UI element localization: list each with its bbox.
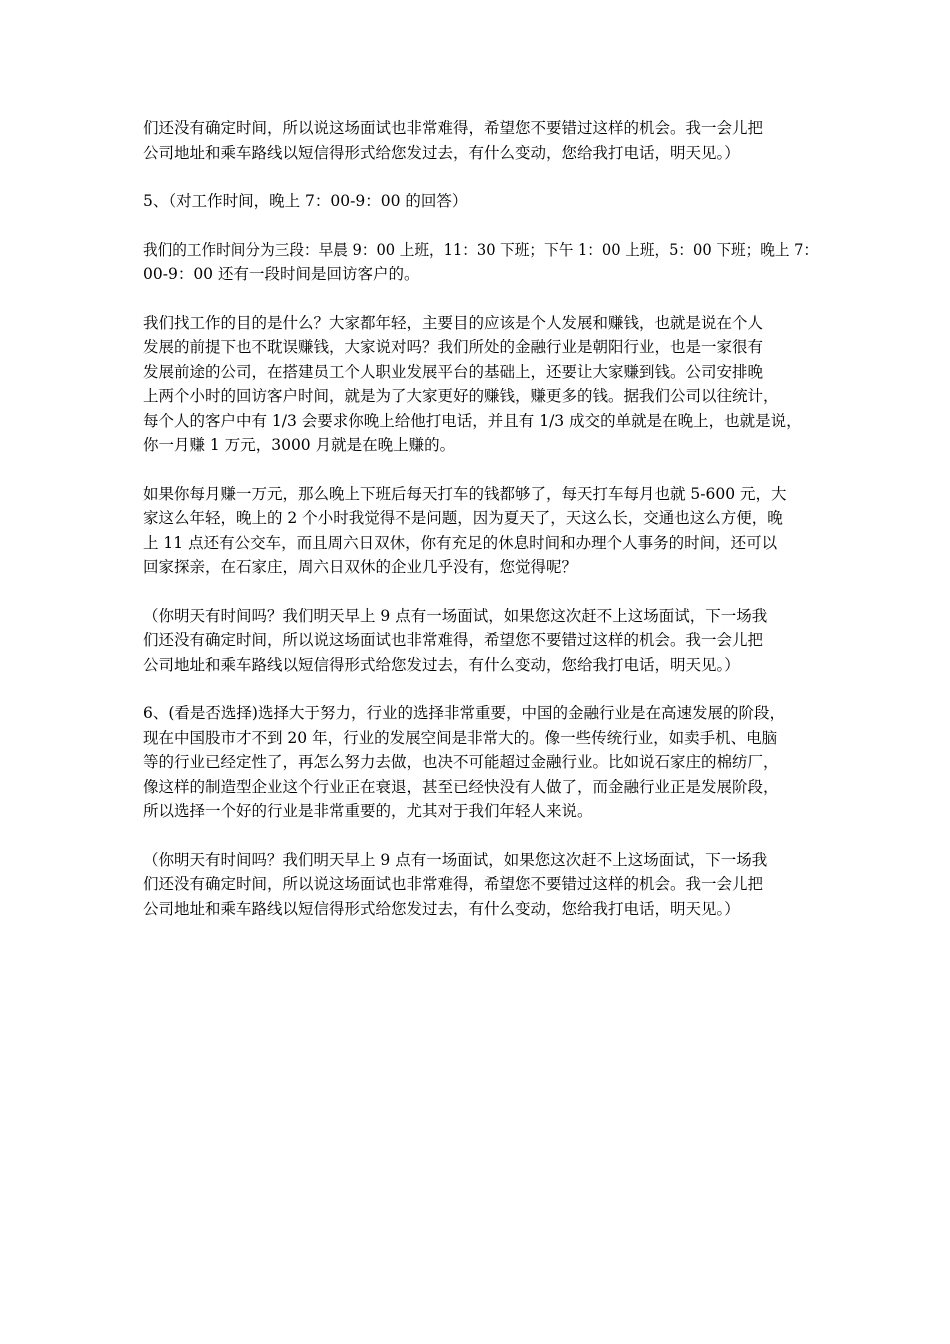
text-line: 5、（对工作时间，晚上 7：00-9：00 的回答） bbox=[143, 192, 468, 210]
text-line: 上 11 点还有公交车，而且周六日双休，你有充足的休息时间和办理个人事务的时间，还可以 bbox=[143, 533, 778, 552]
paragraph-interview-invite bbox=[143, 848, 818, 922]
text-line: 们还没有确定时间，所以说这场面试也非常难得，希望您不要错过这样的机会。我一会儿把 bbox=[143, 875, 764, 893]
text-line: 公司地址和乘车路线以短信得形式给您发过去，有什么变动，您给我打电话，明天见。） bbox=[143, 143, 740, 162]
document-page bbox=[143, 116, 818, 945]
text-line: 所以选择一个好的行业是非常重要的，尤其对于我们年轻人来说。 bbox=[143, 802, 593, 820]
text-line: （你明天有时间吗？我们明天早上 9 点有一场面试，如果您这次赶不上这场面试，下一场我 bbox=[143, 606, 768, 625]
text-line: 6、(看是否选择)选择大于努力，行业的选择非常重要，中国的金融行业是在高速发展的阶段， bbox=[143, 704, 785, 722]
paragraph-section-6 bbox=[143, 701, 818, 824]
text-line: 家这么年轻，晚上的 2 个小时我觉得不是问题，因为夏天了，天这么长，交通也这么方便，晚 bbox=[143, 509, 783, 527]
text-line: 现在中国股市才不到 20 年，行业的发展空间是非常大的。像一些传统行业，如卖手机、电脑 bbox=[143, 728, 778, 747]
text-line: 我们找工作的目的是什么？大家都年轻，主要目的应该是个人发展和赚钱，也就是说在个人 bbox=[143, 313, 764, 332]
text-line: 们还没有确定时间，所以说这场面试也非常难得，希望您不要错过这样的机会。我一会儿把 bbox=[143, 119, 764, 137]
text-line: 等的行业已经定性了，再怎么努力去做，也决不可能超过金融行业。比如说石家庄的棉纺厂， bbox=[143, 753, 779, 771]
text-line: 像这样的制造型企业这个行业正在衰退，甚至已经快没有人做了，而金融行业正是发展阶段， bbox=[143, 777, 779, 796]
text-line: 发展的前提下也不耽误赚钱，大家说对吗？我们所处的金融行业是朝阳行业，也是一家很有 bbox=[143, 338, 764, 356]
paragraph-work-hours bbox=[143, 238, 818, 287]
paragraph-interview-invite bbox=[143, 604, 818, 678]
text-line: 回家探亲，在石家庄，周六日双休的企业几乎没有，您觉得呢？ bbox=[143, 558, 578, 576]
paragraph-continuation bbox=[143, 116, 818, 165]
text-line: 如果你每月赚一万元，那么晚上下班后每天打车的钱都够了，每天打车每月也就 5-600 元，大 bbox=[143, 484, 787, 503]
text-line: 我们的工作时间分为三段：早晨 9：00 上班，11：30 下班；下午 1：00 上班，5：00 下班；晚上 7： bbox=[143, 240, 819, 259]
text-line: 每个人的客户中有 1/3 会要求你晚上给他打电话，并且有 1/3 成交的单就是在晚上，也就是说， bbox=[143, 411, 802, 430]
text-line: 00-9：00 还有一段时间是回访客户的。 bbox=[143, 265, 420, 283]
text-line: 上两个小时的回访客户时间，就是为了大家更好的赚钱，赚更多的钱。据我们公司以往统计， bbox=[143, 387, 779, 405]
text-line: 发展前途的公司，在搭建员工个人职业发展平台的基础上，还要让大家赚到钱。公司安排晚 bbox=[143, 362, 764, 381]
text-line: 你一月赚 1 万元，3000 月就是在晚上赚的。 bbox=[143, 436, 456, 454]
section-heading-5 bbox=[143, 189, 818, 214]
text-line: 公司地址和乘车路线以短信得形式给您发过去，有什么变动，您给我打电话，明天见。） bbox=[143, 655, 740, 674]
paragraph-earnings bbox=[143, 482, 818, 580]
text-line: 们还没有确定时间，所以说这场面试也非常难得，希望您不要错过这样的机会。我一会儿把 bbox=[143, 631, 764, 649]
text-line: 公司地址和乘车路线以短信得形式给您发过去，有什么变动，您给我打电话，明天见。） bbox=[143, 899, 740, 918]
paragraph-purpose bbox=[143, 311, 818, 458]
text-line: （你明天有时间吗？我们明天早上 9 点有一场面试，如果您这次赶不上这场面试，下一场我 bbox=[143, 850, 768, 869]
